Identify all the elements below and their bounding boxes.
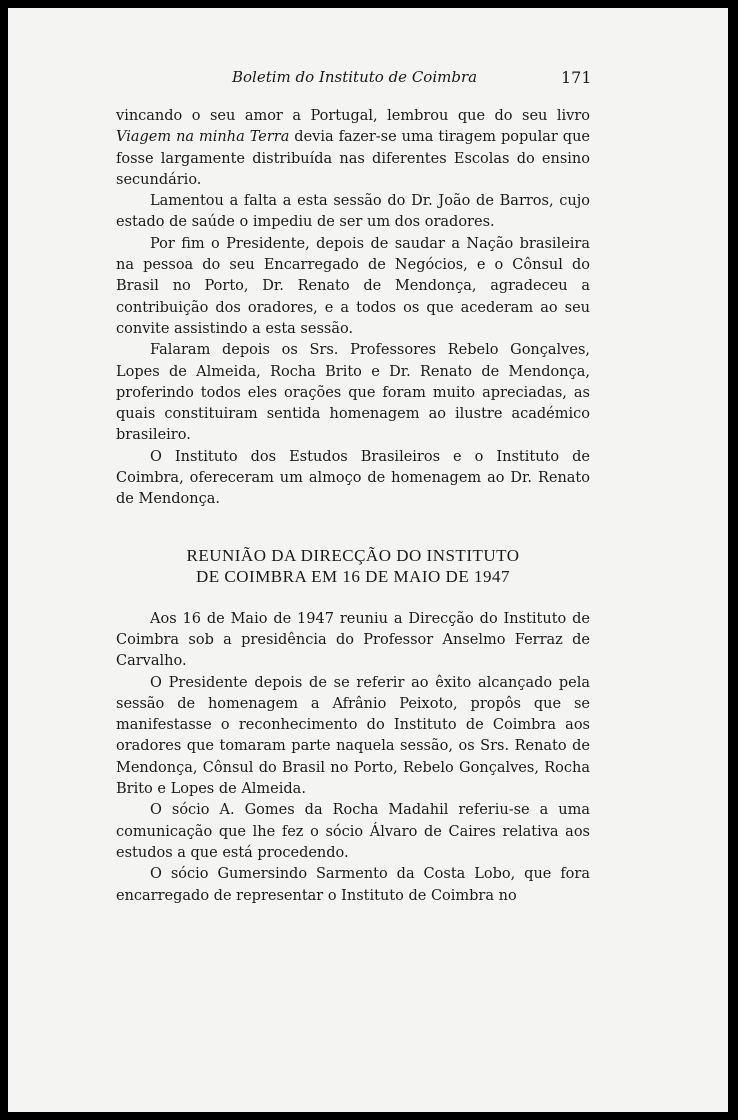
paragraph: Por fim o Presidente, depois de saudar a Nação brasileira na pessoa do seu Encarregado de Negócios, e o Cônsul do Brasil no Porto, Dr. Renato de Mendonça, agradeceu a contribuição dos oradores, e a todos os que acederam ao seu convite assistindo a esta sessão. [116,235,590,337]
paragraph-text: vincando o seu amor a Portugal, lembrou que do seu livro [116,108,590,124]
section-heading [116,545,590,587]
running-title: Boletim do Instituto de Coimbra [232,68,478,86]
section-heading-line: REUNIÃO DA DIRECÇÃO DO INSTITUTO [186,545,520,565]
paragraph: Lamentou a falta a esta sessão do Dr. João de Barros, cujo estado de saúde o impediu de ser um dos oradores. [116,193,590,231]
paragraph: Aos 16 de Maio de 1947 reuniu a Direcção do Instituto de Coimbra sob a presidência do Professor Anselmo Ferraz de Carvalho. [116,610,590,670]
paragraph: O Presidente depois de se referir ao êxito alcançado pela sessão de homenagem a Afrânio Peixoto, propôs que se manifestasse o reconhecimento do Instituto de Coimbra aos oradores que tomaram parte naquela sessão, os Srs. Renato de Mendonça, Cônsul do Brasil no Porto, Rebelo Gonçalves, Rocha Brito e Lopes de Almeida. [116,674,590,798]
paragraph: O sócio A. Gomes da Rocha Madahil referiu-se a uma comunicação que lhe fez o sócio Álvaro de Caires relativa aos estudos a que está procedendo. [116,802,590,861]
page-number: 171 [561,68,592,87]
page-body [116,106,590,907]
paragraph-text: devia fazer-se uma tiragem popular que fosse largamente distribuída nas diferentes Escolas do ensino secundário. [116,129,590,188]
book-title: Viagem na minha Terra [116,129,290,146]
page-header [8,68,728,92]
section-heading-line: DE COIMBRA EM 16 DE MAIO DE 1947 [196,566,510,586]
paragraph-continuation [116,106,590,191]
paragraph: Falaram depois os Srs. Professores Rebelo Gonçalves, Lopes de Almeida, Rocha Brito e Dr. Renato de Mendonça, proferindo todos eles orações que foram muito apreciadas, as quais constituiram sentida homenagem ao ilustre académico brasileiro. [116,342,590,444]
scanned-page [8,8,728,1112]
paragraph: O Instituto dos Estudos Brasileiros e o Instituto de Coimbra, ofereceram um almoço de homenagem ao Dr. Renato de Mendonça. [116,448,590,508]
paragraph: O sócio Gumersindo Sarmento da Costa Lobo, que fora encarregado de representar o Instituto de Coimbra no [116,866,590,904]
